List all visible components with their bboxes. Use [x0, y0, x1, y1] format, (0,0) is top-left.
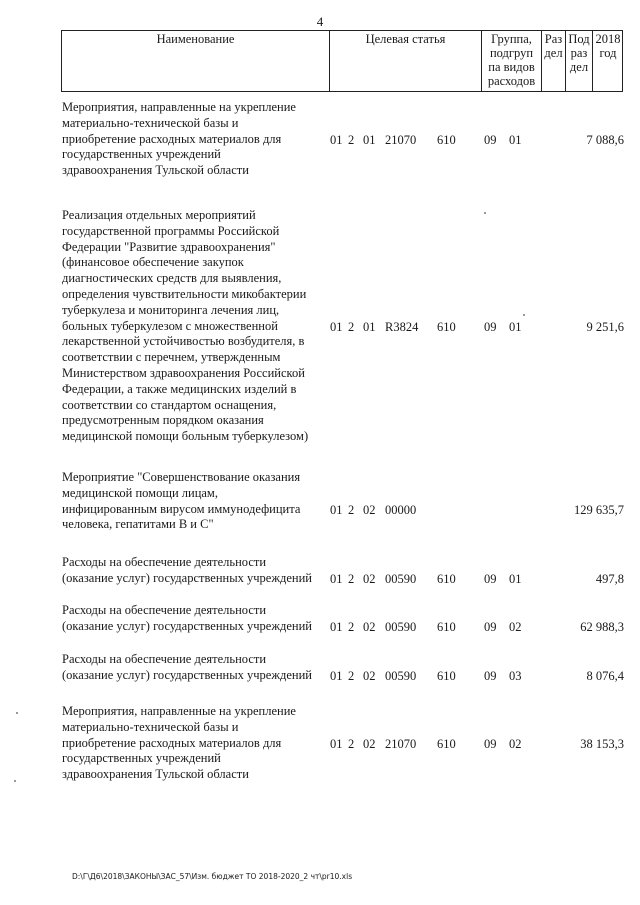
row-name-line: государственных учреждений	[62, 751, 221, 766]
row-name	[62, 470, 324, 533]
row-name-line: медицинской помощи больным туберкулезом)	[62, 429, 309, 444]
target-code-direction: 21070	[385, 132, 417, 147]
target-code-subprogram: 2	[348, 319, 355, 334]
subsection-code: 01	[509, 132, 522, 147]
target-code-direction: 00590	[385, 619, 417, 634]
row-name-line: материально-технической базы и	[62, 115, 239, 130]
amount-2018: 497,8	[595, 571, 624, 586]
target-code-event: 02	[363, 736, 376, 751]
target-code-event: 02	[363, 619, 376, 634]
row-name-line: Расходы на обеспечение деятельности	[62, 603, 267, 617]
row-name-line: туберкулеза и мониторинга лечения лиц,	[62, 302, 280, 317]
header-name	[62, 31, 329, 91]
section-code: 09	[484, 571, 497, 586]
row-name-line: Мероприятие "Совершенствование оказания	[62, 470, 301, 484]
scan-speck	[14, 780, 16, 782]
amount-2018: 8 076,4	[586, 668, 624, 683]
target-code-subprogram: 2	[348, 668, 355, 683]
row-name-line: Мероприятия, направленные на укрепление	[62, 100, 296, 114]
row-name-line: здравоохранения Тульской области	[62, 163, 249, 178]
target-code-program: 01	[330, 502, 343, 517]
row-name-line: Реализация отдельных мероприятий	[62, 208, 256, 222]
target-code-direction: 00000	[385, 502, 417, 517]
section-code: 09	[484, 319, 497, 334]
table-row	[0, 603, 640, 635]
expense-group: 610	[437, 736, 456, 751]
table-row	[0, 470, 640, 533]
expense-group: 610	[437, 668, 456, 683]
target-code-event: 02	[363, 502, 376, 517]
row-name-line: (финансовое обеспечение закупок	[62, 255, 244, 270]
expense-group: 610	[437, 319, 456, 334]
amount-2018: 129 635,7	[574, 502, 624, 517]
amount-2018: 9 251,6	[586, 319, 624, 334]
target-code-program: 01	[330, 619, 343, 634]
header-section-line: дел	[544, 46, 563, 60]
row-name-line: приобретение расходных материалов для	[62, 735, 282, 750]
header-target-article	[329, 31, 481, 91]
header-target-label: Целевая статья	[365, 32, 446, 46]
header-name-label: Наименование	[156, 32, 235, 46]
row-name	[62, 652, 324, 684]
table-row	[0, 652, 640, 684]
row-name	[62, 603, 324, 635]
section-code: 09	[484, 132, 497, 147]
section-code: 09	[484, 619, 497, 634]
subsection-code: 02	[509, 736, 522, 751]
row-name-line: медицинской помощи лицам,	[62, 485, 218, 500]
row-name-line: материально-технической базы и	[62, 719, 239, 734]
target-code-program: 01	[330, 132, 343, 147]
header-year-label: 2018 год	[595, 32, 621, 60]
row-name-line: соответствии с перечнем, утвержденным	[62, 350, 281, 365]
amount-2018: 38 153,3	[580, 736, 624, 751]
subsection-code: 03	[509, 668, 522, 683]
table-header	[61, 30, 623, 92]
target-code-event: 01	[363, 319, 376, 334]
row-name-line: соответствии со стандартом оснащения,	[62, 397, 277, 412]
header-subsection-line: дел	[569, 60, 589, 74]
target-code-direction: 21070	[385, 736, 417, 751]
file-path-footer: D:\Г\Д6\2018\ЗАКОНЫ\ЗАС_57\Изм. бюджет ТО 2018-2020_2 чт\pr10.xls	[72, 872, 353, 881]
header-group-line: Группа,	[491, 32, 532, 46]
header-expense-group	[481, 31, 541, 91]
header-subsection-line: Под	[568, 32, 590, 46]
header-subsection-line: раз	[570, 46, 588, 60]
row-name	[62, 208, 324, 445]
row-name-line: здравоохранения Тульской области	[62, 767, 249, 782]
header-group-line: расходов	[487, 74, 536, 88]
target-code-direction: 00590	[385, 571, 417, 586]
table-row	[0, 704, 640, 783]
target-code-subprogram: 2	[348, 736, 355, 751]
header-year	[592, 31, 623, 91]
row-name-line: лекарственной устойчивостью возбудителя, в	[62, 334, 305, 349]
header-group-line: па видов	[488, 60, 535, 74]
row-name-line: Мероприятия, направленные на укрепление	[62, 704, 296, 718]
target-code-subprogram: 2	[348, 132, 355, 147]
row-name-line: Федерации, а также медицинских изделий в	[62, 381, 297, 396]
header-subsection	[565, 31, 592, 91]
row-name-line: (оказание услуг) государственных учреждений	[62, 618, 312, 633]
expense-group: 610	[437, 619, 456, 634]
row-name-line: предусмотренным порядком оказания	[62, 413, 264, 428]
row-name-line: Расходы на обеспечение деятельности	[62, 555, 267, 569]
row-name	[62, 704, 324, 783]
row-name-line: (оказание услуг) государственных учреждений	[62, 667, 312, 682]
row-name	[62, 100, 324, 179]
scan-speck	[484, 212, 486, 214]
amount-2018: 62 988,3	[580, 619, 624, 634]
row-name-line: инфицированным вирусом иммунодефицита	[62, 501, 301, 516]
target-code-event: 02	[363, 571, 376, 586]
row-name-line: диагностических средств для выявления,	[62, 271, 282, 286]
target-code-subprogram: 2	[348, 502, 355, 517]
row-name-line: (оказание услуг) государственных учреждений	[62, 570, 312, 585]
row-name-line: Министерством здравоохранения Российской	[62, 365, 305, 380]
subsection-code: 01	[509, 319, 522, 334]
row-name-line: приобретение расходных материалов для	[62, 131, 282, 146]
row-name-line: человека, гепатитами В и С"	[62, 517, 214, 532]
header-section	[541, 31, 565, 91]
table-row	[0, 555, 640, 587]
row-name-line: определения чувствительности микобактерии	[62, 286, 307, 301]
subsection-code: 02	[509, 619, 522, 634]
header-section-line: Раз	[544, 32, 563, 46]
row-name-line: государственной программы Российской	[62, 223, 280, 238]
amount-2018: 7 088,6	[586, 132, 624, 147]
section-code: 09	[484, 736, 497, 751]
target-code-program: 01	[330, 736, 343, 751]
expense-group: 610	[437, 132, 456, 147]
target-code-direction: 00590	[385, 668, 417, 683]
target-code-program: 01	[330, 319, 343, 334]
table-row	[0, 208, 640, 445]
target-code-program: 01	[330, 668, 343, 683]
row-name-line: Расходы на обеспечение деятельности	[62, 652, 267, 666]
row-name-line: государственных учреждений	[62, 147, 221, 162]
header-group-line: подгруп	[489, 46, 534, 60]
row-name	[62, 555, 324, 587]
row-name-line: Федерации "Развитие здравоохранения"	[62, 239, 276, 254]
target-code-subprogram: 2	[348, 619, 355, 634]
target-code-direction: R3824	[385, 319, 419, 334]
section-code: 09	[484, 668, 497, 683]
scan-speck	[523, 314, 525, 316]
target-code-event: 02	[363, 668, 376, 683]
table-row	[0, 100, 640, 179]
row-name-line: больных туберкулезом с множественной	[62, 318, 278, 333]
subsection-code: 01	[509, 571, 522, 586]
scan-speck	[16, 712, 18, 714]
page-number: 4	[316, 14, 324, 29]
expense-group: 610	[437, 571, 456, 586]
target-code-subprogram: 2	[348, 571, 355, 586]
target-code-event: 01	[363, 132, 376, 147]
target-code-program: 01	[330, 571, 343, 586]
